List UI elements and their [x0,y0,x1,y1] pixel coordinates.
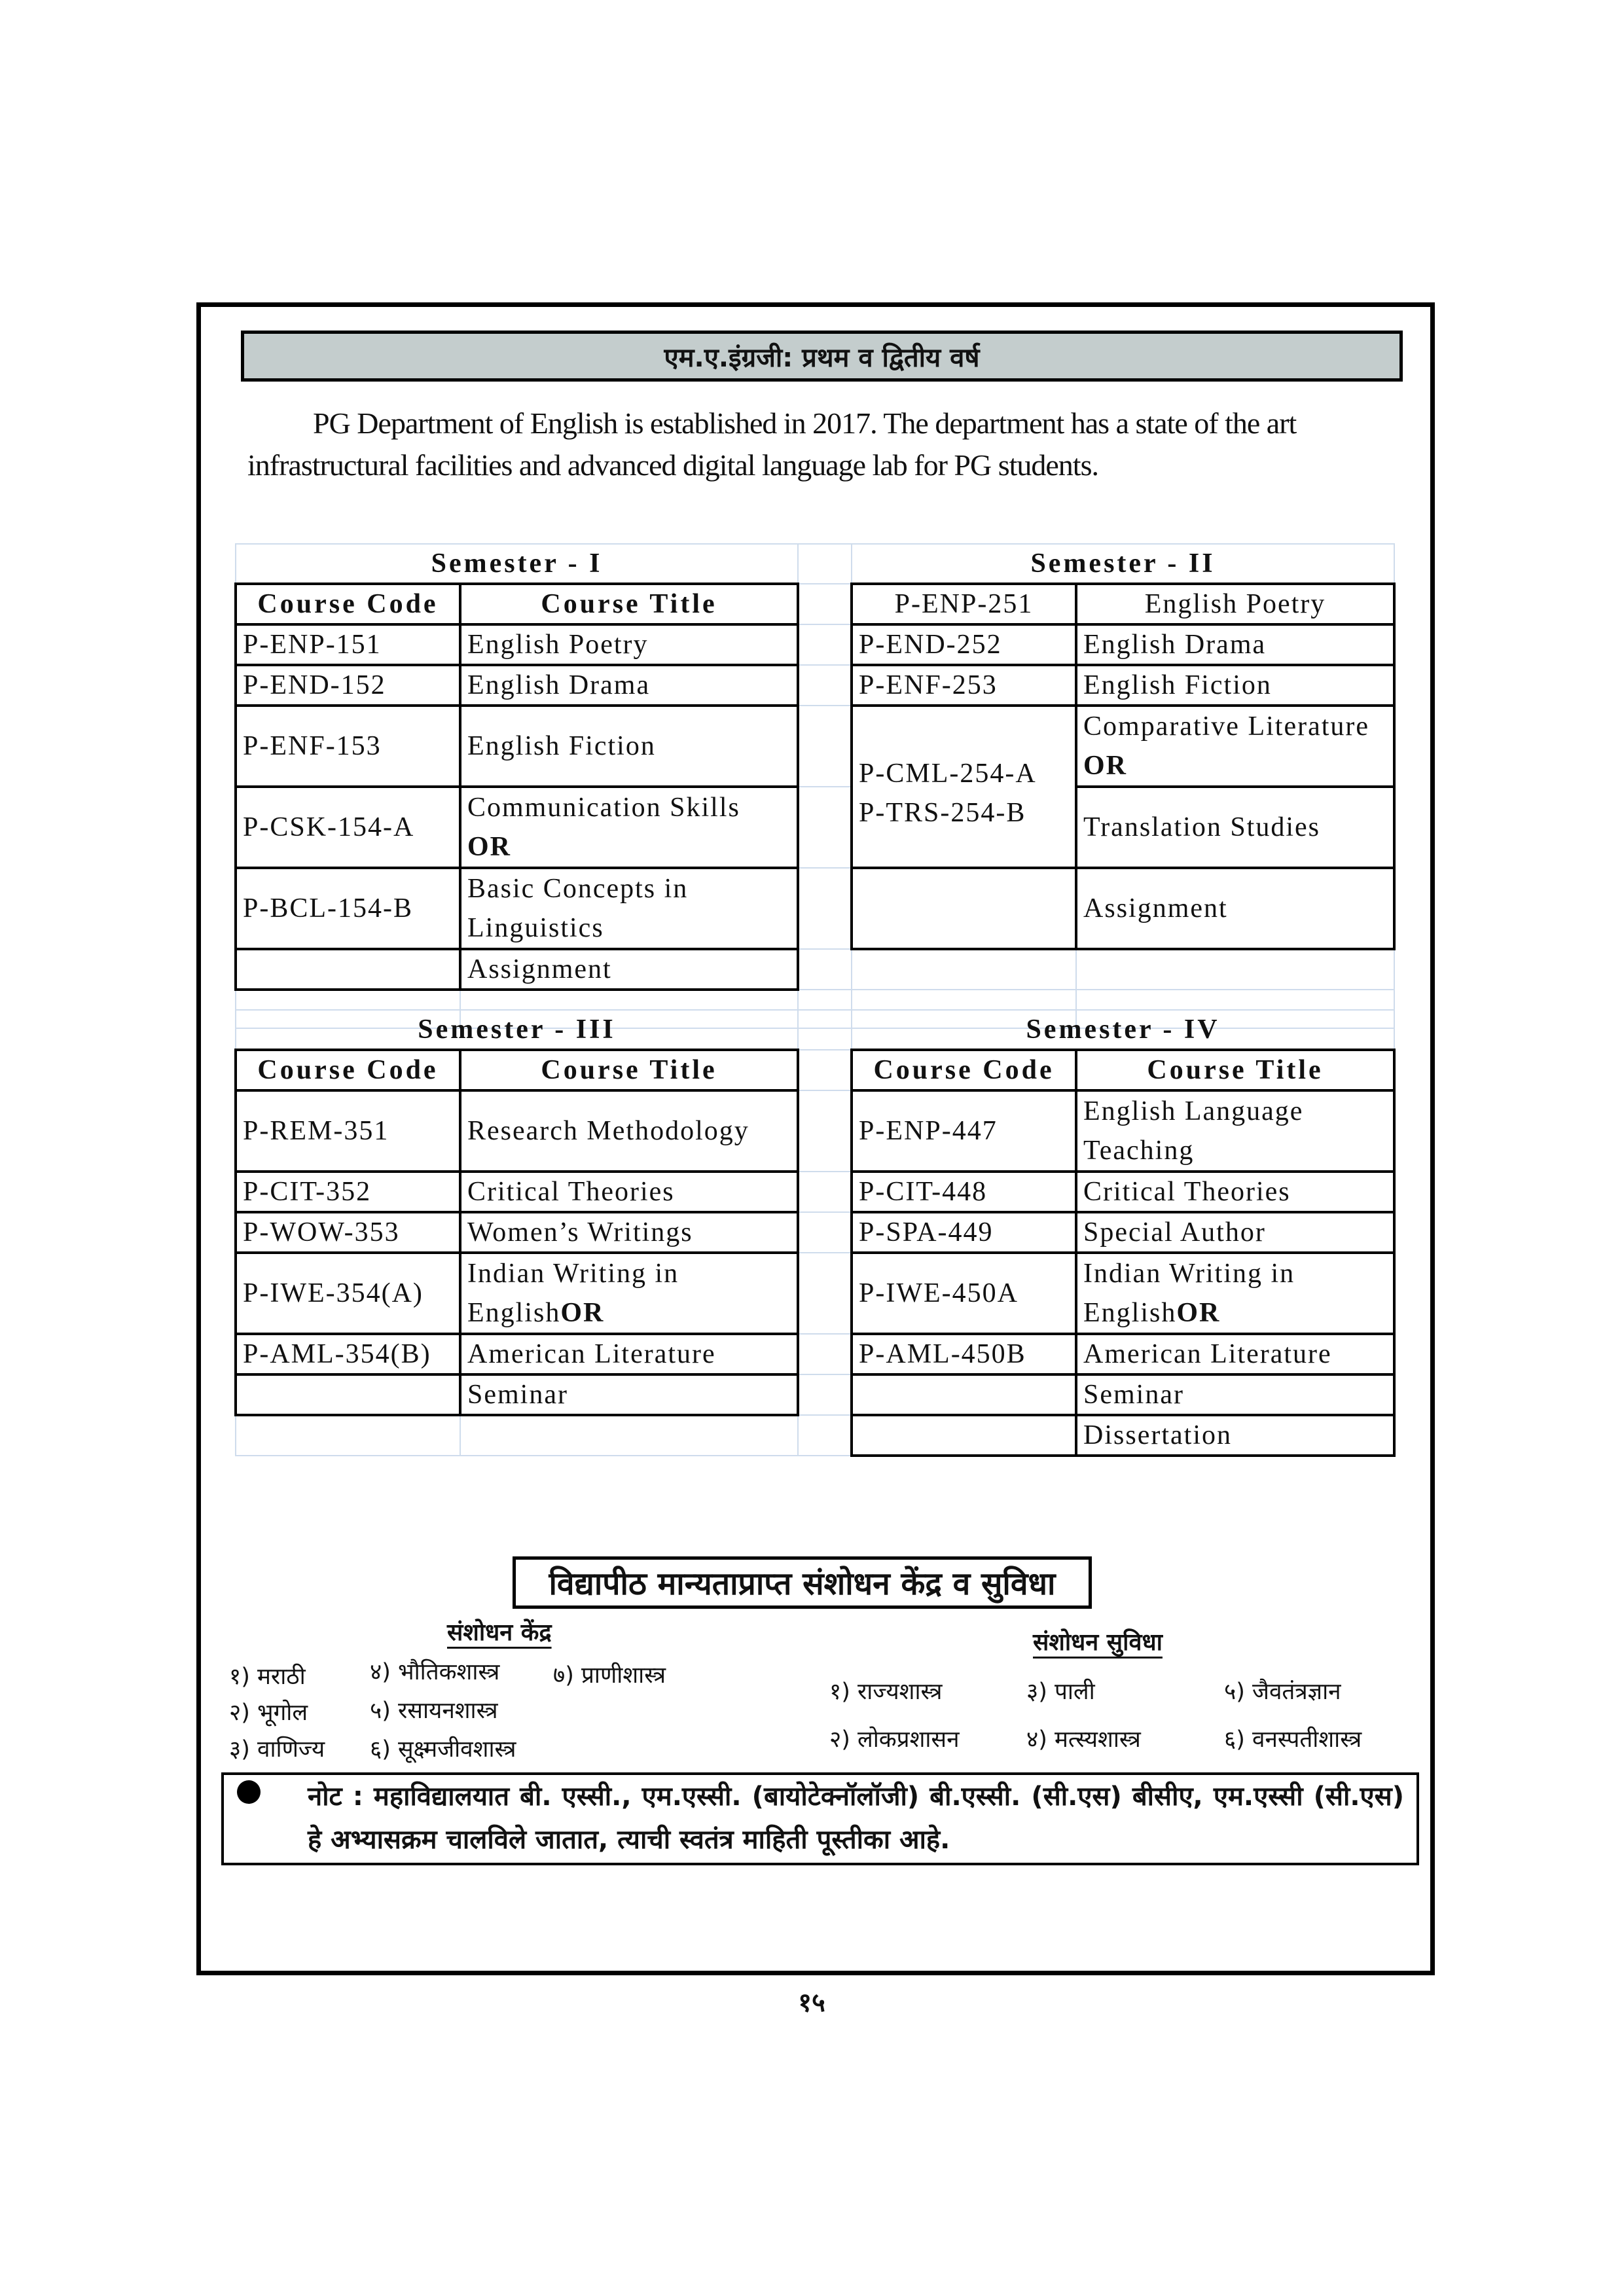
course-title [460,1253,798,1334]
semester-2-title: Semester - II [852,544,1394,584]
course-code [236,949,460,990]
center-item: २) भूगोल [229,1700,308,1726]
course-code: P-ENP-151 [236,624,460,665]
facilities-title-box [513,1556,1092,1609]
course-code: P-REM-351 [236,1090,460,1172]
column-header-code: Course Code [852,1050,1076,1090]
course-title-text: Communication Skills [467,793,740,823]
course-code: P-ENF-253 [852,665,1076,706]
page-number: १५ [798,1988,825,2018]
course-title: English Poetry [1076,584,1394,624]
column-header-title: Course Title [460,584,798,624]
facility-item: १) राज्यशास्त्र [829,1679,943,1705]
course-code [852,1415,1076,1456]
table-row [236,1374,1394,1415]
center-item: ४) भौतिकशास्त्र [370,1659,500,1685]
course-code: P-END-252 [852,624,1076,665]
course-title: American Literature [460,1334,798,1374]
course-title: Women’s Writings [460,1212,798,1253]
semester-3-title: Semester - III [236,1010,798,1050]
course-title: English Drama [460,665,798,706]
course-title: Critical Theories [460,1172,798,1212]
course-code: P-ENF-153 [236,706,460,787]
intro-paragraph [247,403,1393,486]
table-row [236,1415,1394,1456]
course-code: P-CML-254-A [859,759,1037,789]
course-title: Translation Studies [1076,787,1394,868]
facility-item: २) लोकप्रशासन [829,1727,960,1753]
course-title: Seminar [1076,1374,1394,1415]
course-title: Basic Concepts in Linguistics [460,868,798,949]
course-title: English Poetry [460,624,798,665]
course-code: P-TRS-254-B [859,798,1026,828]
course-title: English Fiction [1076,665,1394,706]
center-item: ३) वाणिज्य [229,1736,325,1763]
course-title: Special Author [1076,1212,1394,1253]
course-code: P-END-152 [236,665,460,706]
bullet-icon [237,1780,261,1804]
table-row [236,665,1394,706]
section-header [241,331,1403,382]
table-row [236,1334,1394,1374]
semester-4-title: Semester - IV [852,1010,1394,1050]
column-header-code: Course Code [236,584,460,624]
course-code: P-BCL-154-B [236,868,460,949]
column-header-title: Course Title [460,1050,798,1090]
facility-item: ५) जैवतंत्रज्ञान [1224,1679,1341,1705]
center-item: ५) रसायनशास्त्र [370,1698,498,1724]
table-row [236,1212,1394,1253]
course-code: P-ENP-251 [852,584,1076,624]
section-title: एम.ए.इंग्रजी: प्रथम व द्वितीय वर्ष [664,342,980,373]
course-code [236,1374,460,1415]
center-item: ७) प्राणीशास्त्र [553,1662,666,1689]
note-text: नोट : महाविद्यालयात बी. एस्सी., एम.एस्सी. (बायोटेक्नॉलॉजी) बी.एस्सी. (सी.एस) बीसीए, एम.एस्सी (सी.एस) हे अभ्यासक्रम चालविले जातात, त्याची स्वतंत्र माहिती पूस्तीका आहे. [308,1782,1404,1855]
table-row [236,949,1394,990]
facility-item: ३) पाली [1026,1679,1095,1705]
course-title: English Fiction [460,706,798,787]
semester-1-title: Semester - I [236,544,798,584]
or-label: OR [1083,751,1128,781]
facilities-heading: संशोधन सुविधा [1033,1629,1163,1656]
course-title: American Literature [1076,1334,1394,1374]
table-row [236,1010,1394,1050]
course-title [460,787,798,868]
course-code: P-IWE-354(A) [236,1253,460,1334]
or-label: OR [560,1298,605,1328]
course-code [852,868,1076,949]
course-title: Assignment [1076,868,1394,949]
table-row [236,624,1394,665]
course-code: P-AML-354(B) [236,1334,460,1374]
semester-table-upper [234,543,1396,1029]
course-title: Dissertation [1076,1415,1394,1456]
course-title-text: Comparative Literature [1083,711,1370,742]
semester-table-lower [234,1009,1396,1457]
course-code: P-CIT-352 [236,1172,460,1212]
center-item: ६) सूक्ष्मजीवशास्त्र [370,1736,516,1763]
course-title [1076,706,1394,787]
table-row [236,544,1394,584]
course-title: English Language Teaching [1076,1090,1394,1172]
facility-item: ६) वनस्पतीशास्त्र [1224,1727,1362,1753]
course-title: Assignment [460,949,798,990]
course-code: P-SPA-449 [852,1212,1076,1253]
course-code: P-ENP-447 [852,1090,1076,1172]
course-title: English Drama [1076,624,1394,665]
course-code: P-CIT-448 [852,1172,1076,1212]
or-label: OR [1176,1298,1221,1328]
course-title [1076,1253,1394,1334]
course-title: Critical Theories [1076,1172,1394,1212]
table-row [236,1172,1394,1212]
course-title: Research Methodology [460,1090,798,1172]
course-title: Seminar [460,1374,798,1415]
course-code-group [852,706,1076,868]
table-row [236,584,1394,624]
course-code [852,1374,1076,1415]
table-row [236,706,1394,787]
table-row [236,787,1394,868]
table-row [236,1253,1394,1334]
center-item: १) मराठी [229,1664,306,1690]
course-title-text: Indian Writing in English [1083,1259,1295,1328]
course-code: P-CSK-154-A [236,787,460,868]
facilities-title: विद्यापीठ मान्यताप्राप्त संशोधन केंद्र व सुविधा [549,1565,1056,1602]
column-header-code: Course Code [236,1050,460,1090]
course-title-text: Indian Writing in English [467,1259,679,1328]
column-header-title: Course Title [1076,1050,1394,1090]
or-label: OR [467,832,511,862]
course-code: P-AML-450B [852,1334,1076,1374]
table-row [236,1090,1394,1172]
course-code: P-WOW-353 [236,1212,460,1253]
facility-item: ४) मत्स्यशास्त्र [1026,1727,1141,1753]
course-code: P-IWE-450A [852,1253,1076,1334]
table-row [236,1050,1394,1090]
intro-text: PG Department of English is established in 2017. The department has a state of the art infrastructural facilities and advanced digital language lab for PG students. [247,406,1297,482]
centers-heading: संशोधन केंद्र [447,1619,552,1646]
table-row [236,868,1394,949]
